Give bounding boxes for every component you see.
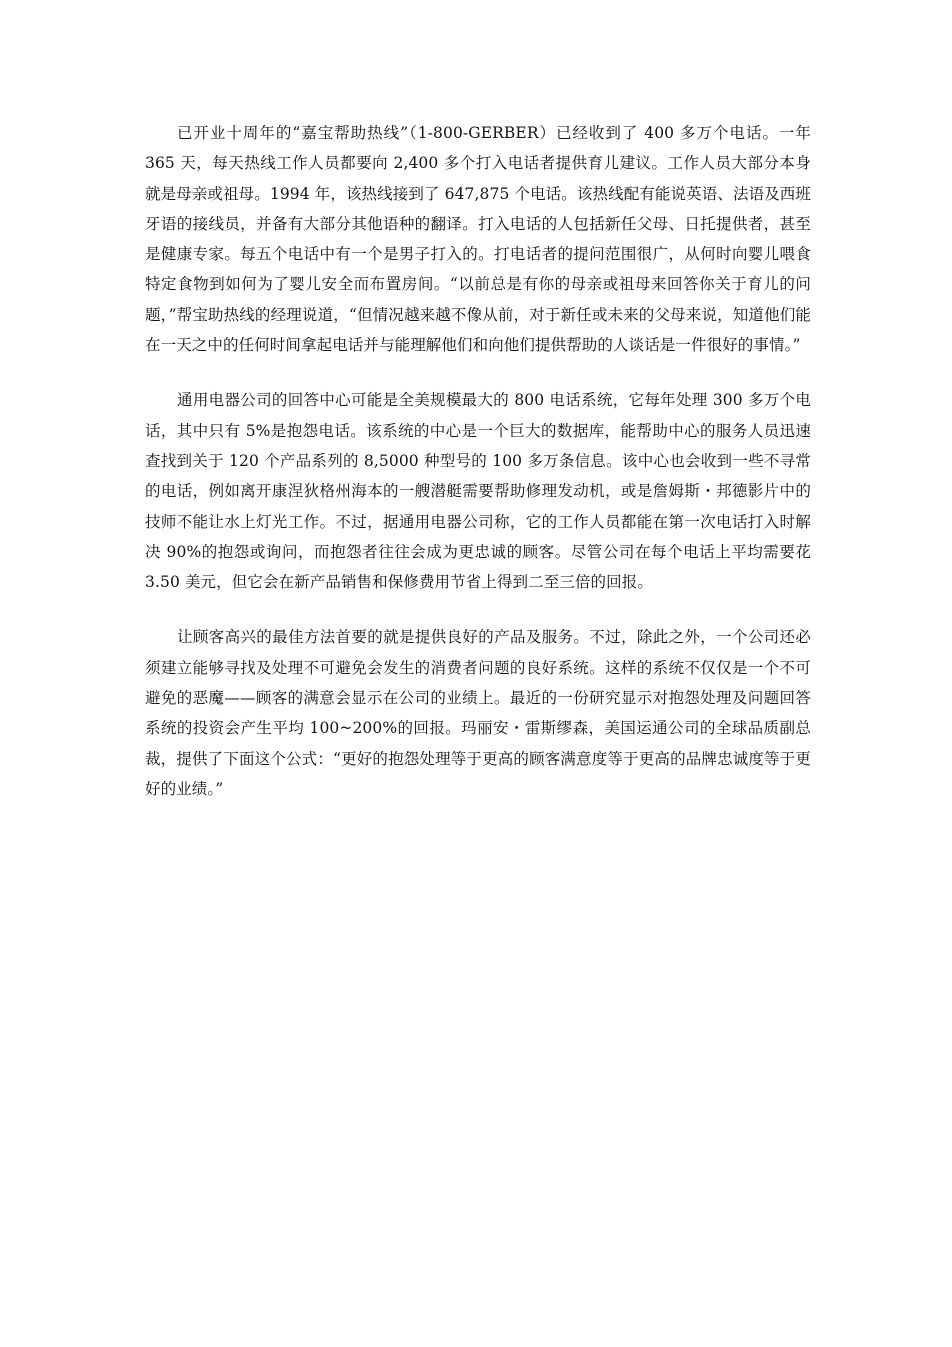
- paragraph-gerber-hotline: 已开业十周年的“嘉宝帮助热线”（1-800-GERBER）已经收到了 400 多万个电话。一年 365 天，每天热线工作人员都要向 2,400 多个打入电话者提供育儿建议。工作人员大部分本身就是母亲或祖母。1994 年，该热线接到了 647,875 个电话。该热线配有能说英语、法语及西班牙语的接线员，并备有大部分其他语种的翻译。打入电话的人包括新任父母、日托提供者，甚至是健康专家。每五个电话中有一个是男子打入的。打电话者的提问范围很广，从何时向婴儿喂食特定食物到如何为了婴儿安全而布置房间。“以前总是有你的母亲或祖母来回答你关于育儿的问题，”帮宝助热线的经理说道，“但情况越来越不像从前，对于新任或未来的父母来说，知道他们能在一天之中的任何时间拿起电话并与能理解他们和向他们提供帮助的人谈话是一件很好的事情。”: [145, 124, 811, 355]
- paragraph-ge-answer-center: 通用电器公司的回答中心可能是全美规模最大的 800 电话系统，它每年处理 300 多万个电话，其中只有 5%是抱怨电话。该系统的中心是一个巨大的数据库，能帮助中心的服务人员迅速查找到关于 120 个产品系列的 8,5000 种型号的 100 多万条信息。该中心也会收到一些不寻常的电话，例如离开康涅狄格州海本的一艘潜艇需要帮助修理发动机，或是詹姆斯・邦德影片中的技师不能让水上灯光工作。不过，据通用电器公司称，它的工作人员都能在第一次电话打入时解决 90%的抱怨或询问，而抱怨者往往会成为更忠诚的顾客。尽管公司在每个电话上平均需要花 3.50 美元，但它会在新产品销售和保修费用节省上得到二至三倍的回报。: [145, 391, 811, 592]
- document-body: [145, 118, 811, 829]
- paragraph-customer-satisfaction: 让顾客高兴的最佳方法首要的就是提供良好的产品及服务。不过，除此之外，一个公司还必须建立能够寻找及处理不可避免会发生的消费者问题的良好系统。这样的系统不仅仅是一个不可避免的恶魔——顾客的满意会显示在公司的业绩上。最近的一份研究显示对抱怨处理及问题回答系统的投资会产生平均 100~200%的回报。玛丽安・雷斯缪森，美国运通公司的全球品质副总裁，提供了下面这个公式：“更好的抱怨处理等于更高的顾客满意度等于更高的品牌忠诚度等于更好的业绩。”: [145, 628, 811, 798]
